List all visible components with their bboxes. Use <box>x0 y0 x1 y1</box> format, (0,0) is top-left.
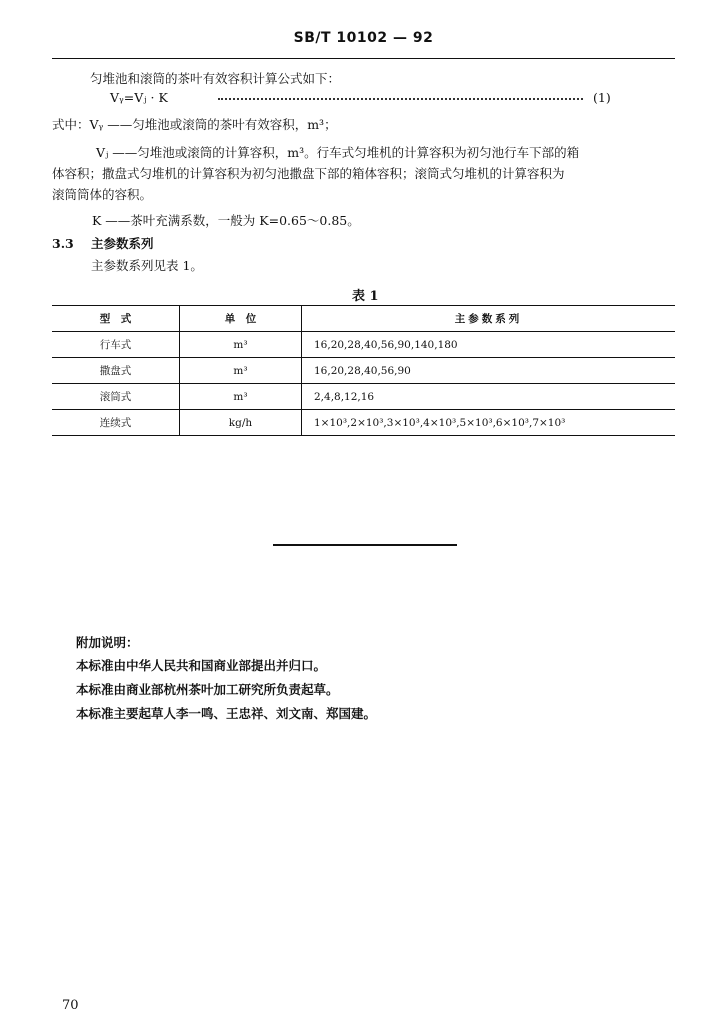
section-title: 主参数系列 <box>91 236 154 251</box>
page-number: 70 <box>62 998 79 1013</box>
cell-unit: m³ <box>180 384 302 410</box>
formula-leader-dots <box>218 98 583 100</box>
table-row <box>52 332 675 358</box>
table-row <box>52 384 675 410</box>
cell-type: 撒盘式 <box>52 358 180 384</box>
cell-values: 1×10³,2×10³,3×10³,4×10³,5×10³,6×10³,7×10³ <box>302 410 676 436</box>
cell-values: 16,20,28,40,56,90 <box>302 358 676 384</box>
formula-number: (1) <box>593 90 611 105</box>
end-of-standard-rule <box>273 544 457 546</box>
formula-intro: 匀堆池和滚筒的茶叶有效容积计算公式如下： <box>90 71 341 86</box>
notes-line-2: 本标准由商业部杭州茶叶加工研究所负责起草。 <box>76 682 339 697</box>
cell-unit: m³ <box>180 332 302 358</box>
table-title: 表 1 <box>352 289 379 304</box>
header-type: 型 式 <box>52 306 180 332</box>
header-unit: 单 位 <box>180 306 302 332</box>
formula: Vᵧ=Vⱼ · K <box>110 90 168 105</box>
section-text: 主参数系列见表 1。 <box>91 258 203 273</box>
parameter-table <box>52 305 675 436</box>
vj-definition-line-3: 滚筒筒体的容积。 <box>52 187 153 202</box>
table-header-row <box>52 306 675 332</box>
header-rule <box>52 58 675 59</box>
notes-line-3: 本标准主要起草人李一鸣、王忠祥、刘文南、郑国建。 <box>76 706 377 721</box>
notes-heading: 附加说明： <box>76 635 139 650</box>
section-number: 3.3 <box>52 236 74 251</box>
standard-code-header: SB/T 10102 — 92 <box>293 30 434 46</box>
cell-type: 行车式 <box>52 332 180 358</box>
cell-type: 滚筒式 <box>52 384 180 410</box>
k-definition: K ——茶叶充满系数，一般为 K=0.65～0.85。 <box>92 213 360 228</box>
cell-unit: m³ <box>180 358 302 384</box>
header-values: 主参数系列 <box>302 306 676 332</box>
vj-definition-line-2: 体容积；撒盘式匀堆机的计算容积为初匀池撒盘下部的箱体容积；滚筒式匀堆机的计算容积为 <box>52 166 565 181</box>
table-row <box>52 358 675 384</box>
where-vy-definition: 式中：Vᵧ ——匀堆池或滚筒的茶叶有效容积，m³； <box>52 117 337 132</box>
table-row <box>52 410 675 436</box>
notes-line-1: 本标准由中华人民共和国商业部提出并归口。 <box>76 658 327 673</box>
cell-values: 16,20,28,40,56,90,140,180 <box>302 332 676 358</box>
cell-unit: kg/h <box>180 410 302 436</box>
cell-type: 连续式 <box>52 410 180 436</box>
vj-definition-line-1: Vⱼ ——匀堆池或滚筒的计算容积，m³。行车式匀堆机的计算容积为初匀池行车下部的箱 <box>96 145 580 160</box>
cell-values: 2,4,8,12,16 <box>302 384 676 410</box>
